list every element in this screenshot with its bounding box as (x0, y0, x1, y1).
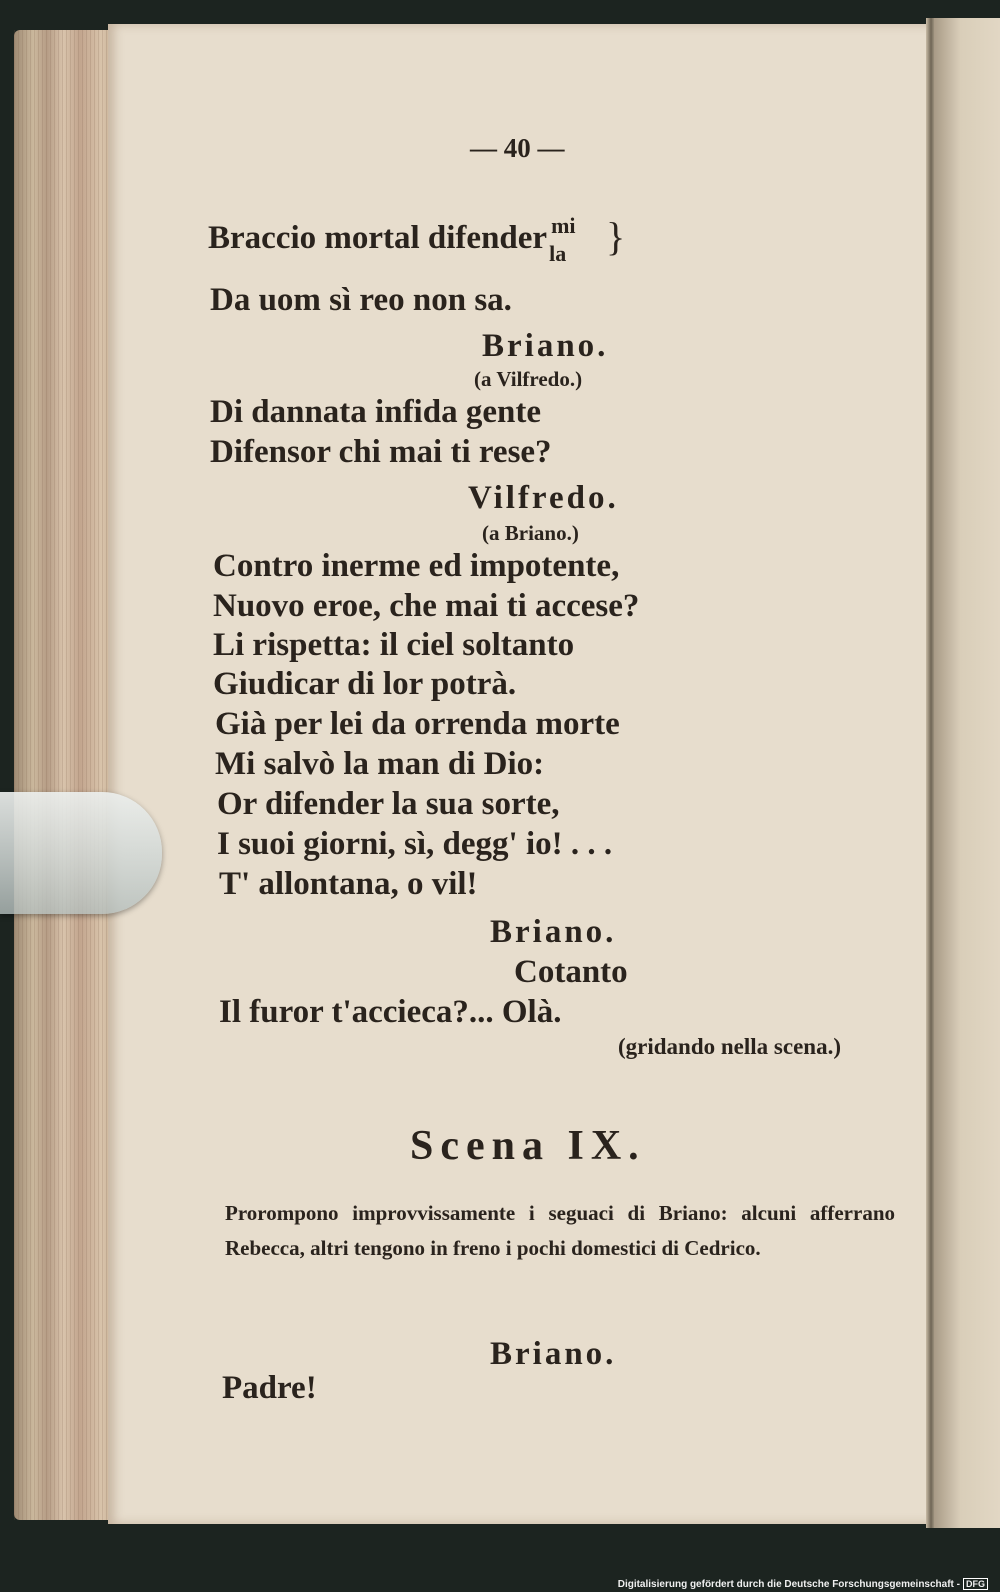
stage-direction: (a Briano.) (482, 521, 579, 545)
stage-direction-paragraph: Prorompono improvvissamente i seguaci di Briano: alcuni afferrano Rebecca, altri tengono in freno i pochi domestici di Cedrico. (225, 1201, 895, 1260)
verse-line: Già per lei da orrenda morte (215, 706, 620, 742)
variant-brace: } (606, 214, 626, 259)
verse-text: Braccio mortal difender (208, 220, 548, 256)
speaker-name: Briano. (490, 914, 617, 950)
scene-title: Scena IX. (410, 1123, 646, 1169)
speaker-name: Vilfredo. (468, 480, 619, 516)
stage-direction: (a Vilfredo.) (474, 367, 583, 391)
page-number: — 40 — (470, 133, 565, 163)
verse-line: Contro inerme ed impotente, (213, 548, 620, 584)
verse-line: I suoi giorni, sì, degg' io! . . . (217, 826, 613, 862)
verse-line: Difensor chi mai ti rese? (210, 434, 552, 470)
verse-line: Il furor t'accieca?... Olà. (219, 994, 562, 1030)
speaker-name: Briano. (482, 328, 609, 364)
verse-line: Or difender la sua sorte, (217, 786, 560, 822)
verse-line: Di dannata infida gente (210, 394, 541, 430)
verse-line: Nuovo eroe, che mai ti accese? (213, 588, 640, 624)
variant-subscript: la (549, 241, 567, 266)
credit-text: Digitalisierung gefördert durch die Deutsche Forschungsgemeinschaft - (617, 1579, 960, 1590)
stage-direction: (gridando nella scena.) (618, 1034, 841, 1059)
dfg-logo-icon: DFG (963, 1578, 988, 1590)
verse-line: T' allontana, o vil! (219, 866, 478, 902)
verse-line: Giudicar di lor potrà. (213, 666, 517, 702)
digitization-credit (618, 1578, 988, 1590)
verse-line: Padre! (222, 1370, 317, 1406)
speaker-name: Briano. (490, 1336, 617, 1372)
verse-line-braccio (208, 213, 583, 266)
variant-superscript: mi (551, 213, 576, 238)
verse-line: Li rispetta: il ciel soltanto (213, 627, 575, 663)
verse-line: Da uom sì reo non sa. (210, 282, 512, 318)
facing-page-edge (934, 18, 1000, 1528)
verse-line: Cotanto (514, 954, 628, 990)
verse-line: Mi salvò la man di Dio: (215, 746, 545, 782)
book-clamp (0, 792, 162, 914)
